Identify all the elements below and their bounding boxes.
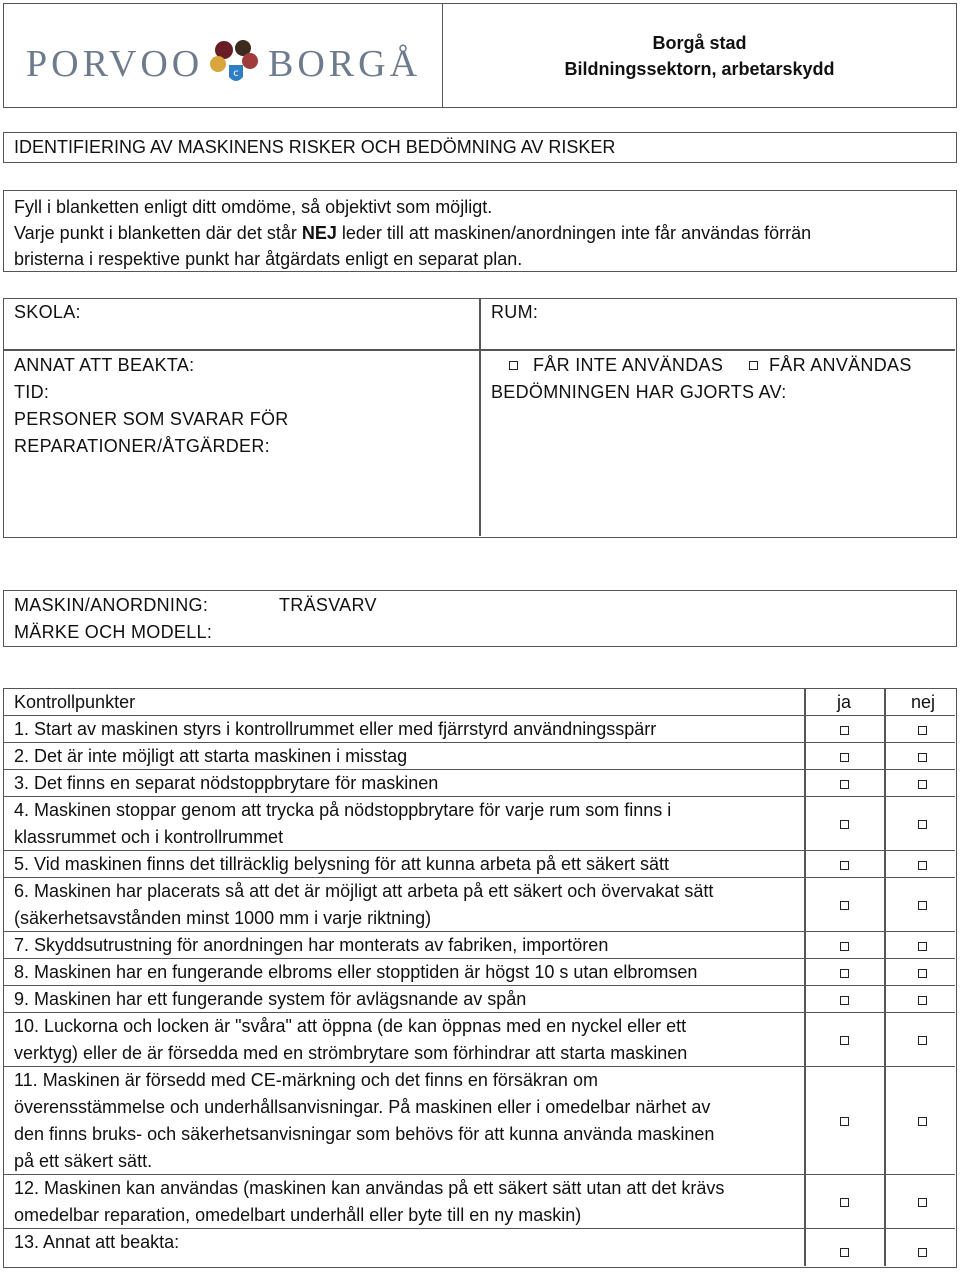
org-name: Borgå stad: [652, 32, 747, 53]
school-label[interactable]: SKOLA:: [14, 302, 81, 322]
checklist-item-text: 9. Maskinen har ett fungerande system för avlägsnande av spån: [14, 989, 527, 1009]
checkbox-nej[interactable]: [918, 726, 927, 735]
checklist-row: [4, 797, 955, 851]
checklist-item-text: 4. Maskinen stoppar genom att trycka på nödstoppbrytare för varje rum som finns i: [14, 800, 672, 820]
checklist-item-text: omedelbar reparation, omedelbart underhåll eller byte till en ny maskin): [14, 1205, 582, 1225]
checklist-item-text: 10. Luckorna och locken är "svåra" att öppna (de kan öppnas med en nyckel eller ett: [14, 1016, 687, 1036]
checklist-header-row: [4, 689, 955, 716]
checkbox-ja[interactable]: [840, 780, 849, 789]
checklist-item-text: 2. Det är inte möjligt att starta maskinen i misstag: [14, 746, 408, 766]
instructions-line-1: Fyll i blanketten enligt ditt omdöme, så objektivt som möjligt.: [14, 197, 493, 217]
checkbox-ja[interactable]: [840, 820, 849, 829]
brand-model-label[interactable]: MÄRKE OCH MODELL:: [14, 622, 213, 642]
checklist-item-text: 6. Maskinen har placerats så att det är möjligt att arbeta på ett säkert och övervakat sätt: [14, 881, 714, 901]
checklist-item-text: på ett säkert sätt.: [14, 1151, 153, 1171]
checklist-row: [4, 1067, 955, 1175]
header-logo-cell: [3, 3, 443, 108]
checklist-item-text: 11. Maskinen är försedd med CE-märkning och det finns en försäkran om: [14, 1070, 598, 1090]
checklist-item-text: den finns bruks- och säkerhetsanvisningar som behövs för att kunna använda maskinen: [14, 1124, 715, 1144]
checkbox-ja[interactable]: [840, 1036, 849, 1045]
checkbox-nej[interactable]: [918, 969, 927, 978]
city-emblem-icon: [207, 35, 265, 91]
column-divider: [479, 299, 481, 536]
checkbox-nej[interactable]: [918, 1117, 927, 1126]
instructions-line-2-end: leder till att maskinen/anordningen inte får användas förrän: [336, 223, 812, 243]
logo-borga-text: BORGÅ: [268, 43, 422, 85]
checklist-item-text: 3. Det finns en separat nödstoppbrytare för maskinen: [14, 773, 439, 793]
checkbox-nej[interactable]: [918, 753, 927, 762]
checklist-item-text: överensstämmelse och underhållsanvisningar. På maskinen eller i omedelbar närhet av: [14, 1097, 711, 1117]
header-organization-cell: [442, 3, 957, 108]
logo-porvoo-text: PORVOO: [26, 43, 204, 85]
checklist-item-text: (säkerhetsavstånden minst 1000 mm i varje riktning): [14, 908, 432, 928]
instructions-box: [3, 190, 957, 272]
assessed-by-label[interactable]: BEDÖMNINGEN HAR GJORTS AV:: [491, 382, 787, 402]
checklist-item-text: 7. Skyddsutrustning för anordningen har monterats av fabriken, importören: [14, 935, 609, 955]
checkbox-nej[interactable]: [918, 942, 927, 951]
checklist-item-text: verktyg) eller de är försedda med en strömbrytare som förhindrar att starta maskinen: [14, 1043, 688, 1063]
checklist-item-text: klassrummet och i kontrollrummet: [14, 827, 284, 847]
checklist-item-text: 13. Annat att beakta:: [14, 1232, 180, 1252]
org-department: Bildningssektorn, arbetarskydd: [564, 58, 835, 79]
checklist-row: [4, 1175, 955, 1229]
not-allowed-checkbox[interactable]: [509, 361, 518, 370]
responsible-persons-label-1: PERSONER SOM SVARAR FÖR: [14, 409, 289, 429]
checkbox-nej[interactable]: [918, 996, 927, 1005]
checklist-item-text: 8. Maskinen har en fungerande elbroms eller stopptiden är högst 10 s utan elbromsen: [14, 962, 698, 982]
instructions-nej-emphasis: NEJ: [301, 223, 337, 243]
machine-label: MASKIN/ANORDNING:: [14, 595, 209, 615]
room-label[interactable]: RUM:: [491, 302, 539, 322]
checkbox-nej[interactable]: [918, 1248, 927, 1257]
checkbox-ja[interactable]: [840, 726, 849, 735]
checkbox-nej[interactable]: [918, 780, 927, 789]
checklist-table: [3, 688, 957, 1268]
checklist-row: [4, 959, 955, 986]
checkbox-nej[interactable]: [918, 820, 927, 829]
checkbox-ja[interactable]: [840, 1198, 849, 1207]
checkbox-ja[interactable]: [840, 1117, 849, 1126]
checkbox-nej[interactable]: [918, 1198, 927, 1207]
checklist-item-text: 12. Maskinen kan användas (maskinen kan användas på ett säkert sätt utan att det krävs: [14, 1178, 725, 1198]
checkbox-ja[interactable]: [840, 753, 849, 762]
checkbox-ja[interactable]: [840, 1248, 849, 1257]
checklist-row: [4, 716, 955, 743]
not-allowed-label: FÅR INTE ANVÄNDAS: [533, 355, 724, 375]
checklist-row: [4, 878, 955, 932]
checklist-header-label: Kontrollpunkter: [14, 692, 136, 712]
checklist-row: [4, 932, 955, 959]
checkbox-ja[interactable]: [840, 901, 849, 910]
form-title: IDENTIFIERING AV MASKINENS RISKER OCH BEDÖMNING AV RISKER: [3, 132, 957, 163]
checklist-row: [4, 851, 955, 878]
checkbox-ja[interactable]: [840, 942, 849, 951]
checklist-row: [4, 743, 955, 770]
checkbox-nej[interactable]: [918, 861, 927, 870]
column-header-ja: ja: [837, 692, 852, 712]
row-divider: [4, 349, 955, 351]
school-room-section: [3, 298, 957, 538]
checkbox-nej[interactable]: [918, 901, 927, 910]
time-label[interactable]: TID:: [14, 382, 50, 402]
checkbox-nej[interactable]: [918, 1036, 927, 1045]
checklist-item-text: 5. Vid maskinen finns det tillräcklig belysning för att kunna arbeta på ett säkert sätt: [14, 854, 670, 874]
checkbox-ja[interactable]: [840, 861, 849, 870]
checklist-row: [4, 770, 955, 797]
checkbox-ja[interactable]: [840, 969, 849, 978]
svg-text:c: c: [233, 68, 239, 79]
machine-section: [3, 590, 957, 647]
checkbox-ja[interactable]: [840, 996, 849, 1005]
allowed-label: FÅR ANVÄNDAS: [769, 355, 912, 375]
checklist-row: [4, 1229, 955, 1266]
machine-value[interactable]: TRÄSVARV: [279, 595, 377, 615]
allowed-checkbox[interactable]: [749, 361, 758, 370]
responsible-persons-label-2[interactable]: REPARATIONER/ÅTGÄRDER:: [14, 436, 270, 456]
checklist-row: [4, 1013, 955, 1067]
instructions-line-3: bristerna i respektive punkt har åtgärdats enligt en separat plan.: [14, 249, 523, 269]
checklist-row: [4, 986, 955, 1013]
checklist-item-text: 1. Start av maskinen styrs i kontrollrummet eller med fjärrstyrd användningsspärr: [14, 719, 657, 739]
instructions-line-2-start: Varje punkt i blanketten där det står: [14, 223, 302, 243]
column-header-nej: nej: [911, 692, 936, 712]
other-to-consider-label[interactable]: ANNAT ATT BEAKTA:: [14, 355, 195, 375]
instructions-line-2: [14, 220, 946, 246]
